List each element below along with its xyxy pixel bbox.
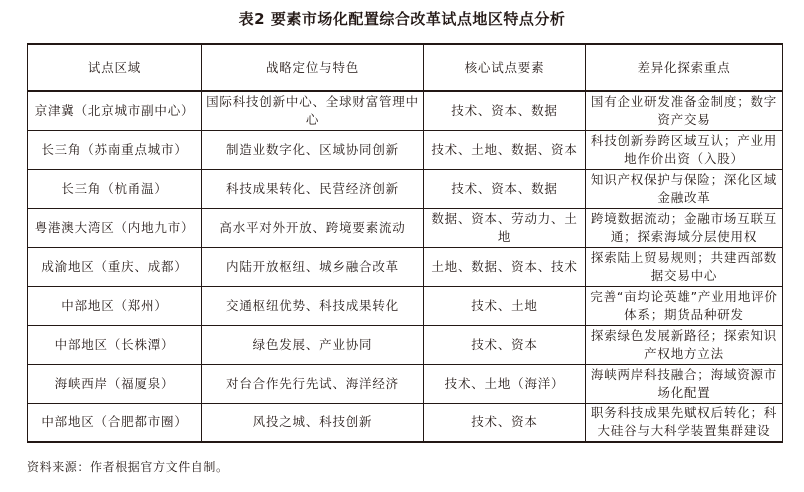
table-row: [28, 286, 783, 325]
cell-strategy: 绿色发展、产业协同: [202, 325, 424, 364]
cell-region: 成渝地区（重庆、成都）: [28, 247, 202, 286]
cell-region: 粤港澳大湾区（内地九市）: [28, 208, 202, 247]
cell-region: 中部地区（长株潭）: [28, 325, 202, 364]
cell-exploration-focus: 跨境数据流动；金融市场互联互通；探索海域分层使用权: [586, 208, 783, 247]
table-row: [28, 169, 783, 208]
header-exploration-focus: 差异化探索重点: [586, 44, 783, 91]
table-row: [28, 208, 783, 247]
table-row: [28, 91, 783, 130]
table-row: [28, 130, 783, 169]
cell-core-elements: 技术、土地: [424, 286, 586, 325]
cell-core-elements: 数据、资本、劳动力、土地: [424, 208, 586, 247]
table-row: [28, 247, 783, 286]
cell-strategy: 风投之城、科技创新: [202, 403, 424, 442]
table-row: [28, 364, 783, 403]
header-region: 试点区域: [28, 44, 202, 91]
cell-exploration-focus: 探索陆上贸易规则；共建西部数据交易中心: [586, 247, 783, 286]
cell-exploration-focus: 国有企业研发准备金制度；数字资产交易: [586, 91, 783, 130]
cell-region: 中部地区（合肥都市圈）: [28, 403, 202, 442]
cell-core-elements: 技术、资本、数据: [424, 91, 586, 130]
cell-strategy: 内陆开放枢纽、城乡融合改革: [202, 247, 424, 286]
cell-exploration-focus: 科技创新券跨区域互认；产业用地作价出资（入股）: [586, 130, 783, 169]
table-row: [28, 403, 783, 442]
header-strategy: 战略定位与特色: [202, 44, 424, 91]
cell-strategy: 对台合作先行先试、海洋经济: [202, 364, 424, 403]
cell-strategy: 国际科技创新中心、全球财富管理中心: [202, 91, 424, 130]
table-header-row: [28, 44, 783, 91]
cell-core-elements: 技术、资本: [424, 403, 586, 442]
table-title: 表2 要素市场化配置综合改革试点地区特点分析: [238, 10, 566, 28]
cell-core-elements: 土地、数据、资本、技术: [424, 247, 586, 286]
header-core-elements: 核心试点要素: [424, 44, 586, 91]
cell-region: 海峡西岸（福厦泉）: [28, 364, 202, 403]
source-note: 资料来源：作者根据官方文件自制。: [27, 460, 229, 474]
cell-core-elements: 技术、土地、数据、资本: [424, 130, 586, 169]
cell-strategy: 制造业数字化、区域协同创新: [202, 130, 424, 169]
cell-core-elements: 技术、资本、数据: [424, 169, 586, 208]
cell-strategy: 高水平对外开放、跨境要素流动: [202, 208, 424, 247]
cell-core-elements: 技术、土地（海洋）: [424, 364, 586, 403]
cell-core-elements: 技术、资本: [424, 325, 586, 364]
cell-strategy: 交通枢纽优势、科技成果转化: [202, 286, 424, 325]
pilot-region-table-container: [27, 43, 782, 443]
table-row: [28, 325, 783, 364]
pilot-region-table: [27, 43, 783, 443]
cell-exploration-focus: 完善“亩均论英雄”产业用地评价体系；期货品种研发: [586, 286, 783, 325]
cell-region: 长三角（苏南重点城市）: [28, 130, 202, 169]
cell-exploration-focus: 职务科技成果先赋权后转化；科大硅谷与大科学装置集群建设: [586, 403, 783, 442]
cell-region: 中部地区（郑州）: [28, 286, 202, 325]
cell-exploration-focus: 知识产权保护与保险；深化区域金融改革: [586, 169, 783, 208]
cell-exploration-focus: 海峡两岸科技融合；海域资源市场化配置: [586, 364, 783, 403]
cell-strategy: 科技成果转化、民营经济创新: [202, 169, 424, 208]
cell-exploration-focus: 探索绿色发展新路径；探索知识产权地方立法: [586, 325, 783, 364]
cell-region: 长三角（杭甬温）: [28, 169, 202, 208]
cell-region: 京津冀（北京城市副中心）: [28, 91, 202, 130]
